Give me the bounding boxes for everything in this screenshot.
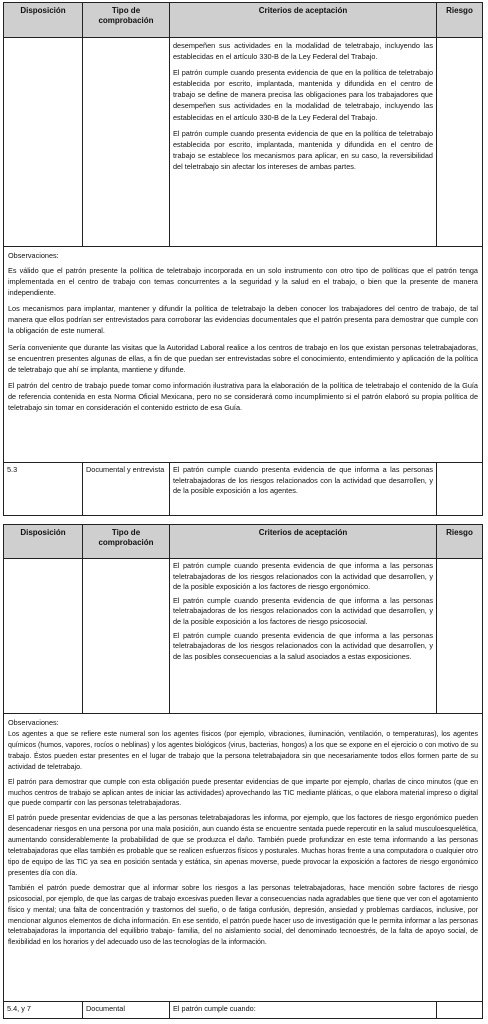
requirements-table-1 — [3, 2, 483, 516]
disposicion-cell: 5.3 — [4, 463, 83, 515]
observations-cell — [4, 714, 482, 1001]
observation-paragraph: El patrón puede presentar evidencias de que a las personas teletrabajadoras les informa, por ejemplo, que los factores de riesgo ergonómico pueden desencadenar riesgos en una persona por una mala posición, aun cuando ésta se encuentre sentada puede repercutir en la salud musculoesquelética, aumentando considerablemente la probabilidad de que se produzca el daño. También puede profundizar en este tema informando a las personas teletrabajadoras que ellas también es probable que se realicen esfuerzos físicos y posturales. Muchas horas frente a una computadora o cualquier otro tipo de equipo de las TIC ya sea en posición sentada y estática, sin apenas moverse, puede provocar la exposición a factores de riesgo ergonómico presentes día con día. — [8, 815, 478, 877]
criterion-text: El patrón cumple cuando presenta evidencia de que informa a las personas teletrabajadoras de los riesgos relacionados con la actividad que desarrollen, y de la posible exposición a los agentes. — [173, 465, 433, 495]
criterion-text: El patrón cumple cuando presenta evidencia de que informa a las personas teletrabajadoras de los riesgos relacionados con la actividad que desarrollen, y de la posible exposición a los factores de riesgo psicosocial. — [173, 595, 433, 626]
disposicion-cell — [4, 559, 83, 713]
criterios-cell — [170, 463, 437, 515]
table-header — [4, 525, 482, 559]
riesgo-cell — [437, 559, 482, 713]
observation-paragraph: El patrón del centro de trabajo puede tomar como información ilustrativa para la elaboración de la política de teletrabajo el contenido de la Guía de referencia contenida en esta Norma Oficial Mexicana, pero no se considerará como incumplimiento si el patrón elaboró su propia política de teletrabajo sin tomar en consideración el contenido estricto de esa Guía. — [8, 380, 478, 413]
requirements-table-2 — [3, 524, 483, 1019]
riesgo-cell — [437, 1002, 482, 1018]
observation-paragraph: Los agentes a que se refiere este numeral son los agentes físicos (por ejemplo, vibraciones, iluminación, ventilación, o temperaturas), los agentes químicos (humos, vapores, rocíos o neblinas) y los agentes biológicos (virus, bacterias, hongos) a los que se expone en el ejercicio o con motivo de su trabajo. Éstos pueden estar presentes en el lugar de trabajo que la persona teletrabajadora sin que necesariamente todos ellos formen parte de su actividad de teletrabajo. — [8, 731, 478, 771]
disposicion-cell: 5.4, y 7 — [4, 1002, 83, 1018]
criterion-text: El patrón cumple cuando presenta evidencia de que informa a las personas teletrabajadoras de los riesgos relacionados con la actividad que desarrollen, y de las posibles consecuencias a la salud asociados a estas exposiciones. — [173, 630, 433, 661]
tipo-cell: Documental y entrevista — [83, 463, 170, 515]
observations-row — [4, 247, 482, 463]
observation-paragraph: Sería conveniente que durante las visitas que la Autoridad Laboral realice a los centros de trabajo en los que existan personas teletrabajadoras, se encuentren presentes algunas de ellas, a fin de que puedan ser entrevistadas sobre el conocimiento, entendimiento y aplicación de la política de teletrabajo que ahí se implanta, mantiene y difunde. — [8, 342, 478, 374]
table-row-5-4 — [4, 1002, 482, 1018]
disposicion-cell — [4, 38, 83, 246]
criterion-text: desempeñen sus actividades en la modalidad de teletrabajo, incluyendo las establecidas en el artículo 330-B de la Ley Federal del Trabajo. — [173, 41, 433, 62]
criteria-row — [4, 38, 482, 247]
observations-row — [4, 714, 482, 1002]
observation-paragraph: También el patrón puede demostrar que al informar sobre los riesgos a las personas teletrabajadoras, hace mención sobre factores de riesgo psicosocial, por ejemplo, de que las cargas de trabajo excesivas pueden llevar a consecuencias nada agradables que tiene que ver con el agotamiento físico y mental; una falta de concentración y trastornos del sueño, o de fatiga confusión, depresión, ansiedad y problemas cardiacos, inclusive, por mencionar algunos elementos de dicha información. En ese sentido, el patrón puede hacer uso de investigación que le permita informar a las personas teletrabajadoras la importancia del equilibrio trabajo- familia, del no aislamiento social, del denominado tecnoestrés, de la falta de apoyo social, de flexibilidad en los horarios y del adecuado uso de las tecnologías de la información. — [8, 884, 478, 947]
criteria-row — [4, 559, 482, 714]
header-tipo: Tipo de comprobación — [83, 525, 170, 558]
observations-cell — [4, 247, 482, 462]
table-header — [4, 3, 482, 38]
header-riesgo: Riesgo — [446, 528, 473, 537]
observation-paragraph: Los mecanismos para implantar, mantener y difundir la política de teletrabajo la deben conocer los trabajadores del centro de trabajo, de tal manera que ellos podrían ser entrevistados para corroborar las evidencias documentales que el patrón presenta para demostrar que cumple con la obligación de este numeral. — [8, 304, 478, 336]
observation-paragraph: Es válido que el patrón presente la política de teletrabajo incorporada en un solo instrumento con otro tipo de políticas que el patrón tenga implementada en el centro de trabajo con temas concurrentes a la seguridad y la salud en el trabajo, o bien que la presente de manera independiente. — [8, 266, 478, 298]
header-criterios: Criterios de aceptación — [170, 525, 437, 558]
observations-label: Observaciones: — [8, 718, 59, 727]
criterios-cell: El patrón cumple cuando: — [170, 1002, 437, 1018]
riesgo-cell — [437, 463, 482, 515]
tipo-cell — [83, 559, 170, 713]
criterion-text: El patrón cumple cuando presenta evidencia de que en la política de teletrabajo establecida por escrito, implantada, mantenida y difundida en el centro de trabajo se define de manera precisa las obligaciones para los trabajadores que desempeñen sus actividades en la modalidad de teletrabajo, incluyendo las establecidas en el artículo 330-B de la Ley Federal del Trabajo. — [173, 68, 433, 122]
riesgo-cell — [437, 38, 482, 246]
tipo-cell: Documental — [83, 1002, 170, 1018]
header-criterios: Criterios de aceptación — [170, 3, 437, 37]
tipo-cell — [83, 38, 170, 246]
criterion-text: El patrón cumple cuando presenta evidencia de que en la política de teletrabajo establecida por escrito, implantada, mantenida y difundida en el centro de trabajo se establece los mecanismos para aplicar, en su caso, la reversibilidad del teletrabajo sin afectar los intereses de ambas partes. — [173, 128, 433, 171]
table-row-5-3 — [4, 463, 482, 515]
criterios-cell — [170, 38, 437, 246]
criterion-text: El patrón cumple cuando presenta evidencia de que informa a las personas teletrabajadoras de los riesgos relacionados con la actividad que desarrollen, y de la posible exposición a los factores de riesgo ergonómico. — [173, 561, 433, 592]
observation-paragraph: El patrón para demostrar que cumple con esta obligación puede presentar evidencias de que imparte por ejemplo, charlas de cinco minutos (que en muchos centros de trabajo se aplican antes de iniciar las actividades) aprovechando las TIC mediante pláticas, o que elabora material impreso o digital que puede compartir con las personas teletrabajadoras. — [8, 778, 478, 808]
header-riesgo: Riesgo — [446, 6, 473, 15]
header-disposicion: Disposición — [4, 3, 83, 37]
header-tipo: Tipo de comprobación — [83, 3, 170, 37]
observations-label: Observaciones: — [8, 251, 59, 260]
criterios-cell — [170, 559, 437, 713]
header-disposicion: Disposición — [4, 525, 83, 558]
